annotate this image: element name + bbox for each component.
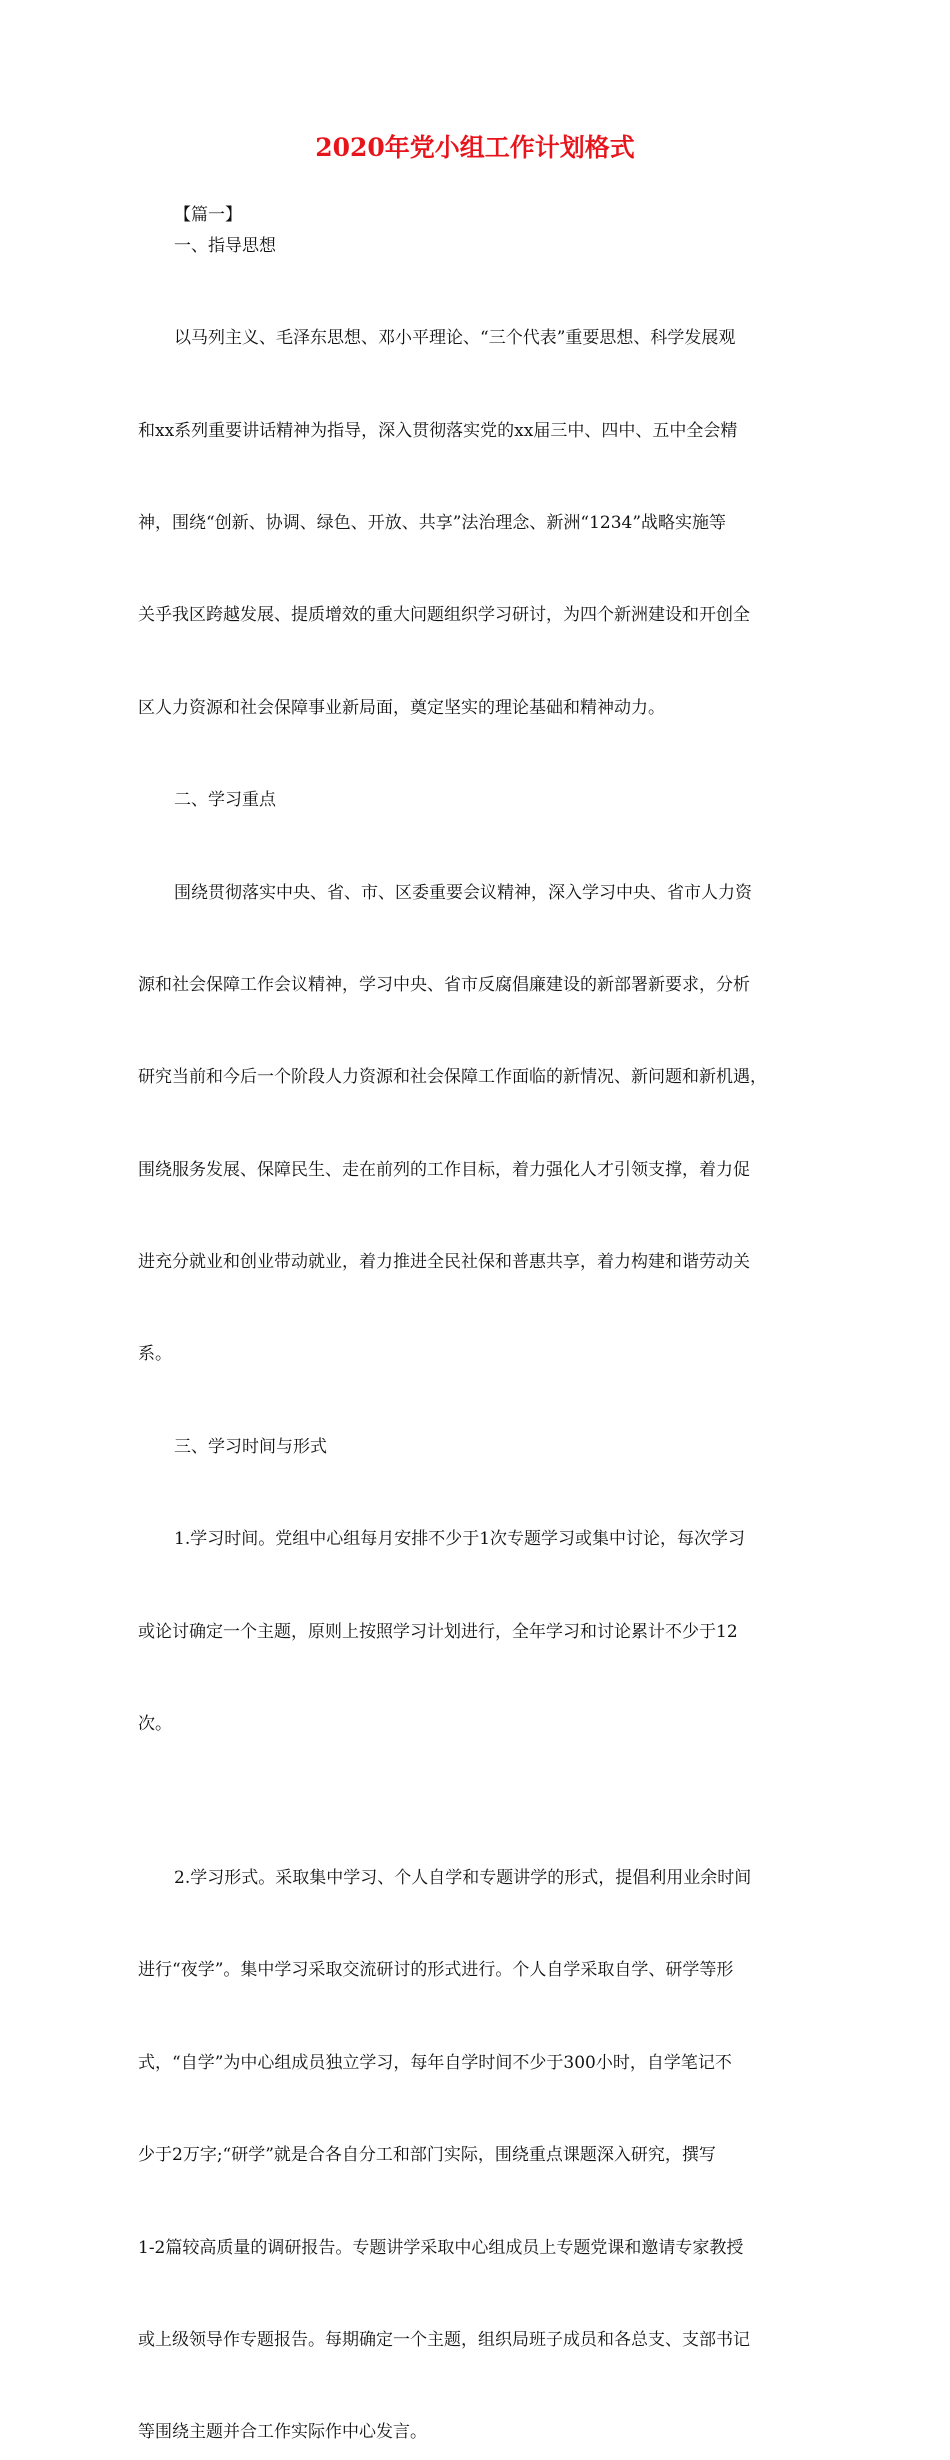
text-line: 进充分就业和创业带动就业，着力推进全民社保和普惠共享，着力构建和谐劳动关 [138, 1252, 750, 1273]
text-line: 和xx系列重要讲话精神为指导，深入贯彻落实党的xx届三中、四中、五中全会精 [138, 420, 738, 441]
text-line: 系。 [138, 1344, 172, 1365]
text-line: 以马列主义、毛泽东思想、邓小平理论、“三个代表”重要思想、科学发展观 [174, 328, 736, 349]
text-line: 等围绕主题并合工作实际作中心发言。 [138, 2422, 427, 2443]
document-title: 2020年党小组工作计划格式 [315, 133, 635, 162]
text-line: 2.学习形式。采取集中学习、个人自学和专题讲学的形式，提倡利用业余时间 [174, 1868, 752, 1889]
section-heading-study-focus: 二、学习重点 [174, 790, 276, 811]
text-line: 次。 [138, 1714, 172, 1735]
paragraph-study-form [138, 1801, 814, 2460]
text-line: 围绕服务发展、保障民生、走在前列的工作目标，着力强化人才引领支撑，着力促 [138, 1159, 750, 1180]
section-heading-time-and-form: 三、学习时间与形式 [174, 1436, 327, 1457]
text-line: 围绕贯彻落实中央、省、市、区委重要会议精神，深入学习中央、省市人力资 [174, 882, 752, 903]
paragraph-guiding-thought [138, 262, 814, 786]
paragraph-study-focus [138, 816, 814, 1432]
text-line: 神，围绕“创新、协调、绿色、开放、共享”法治理念、新洲“1234”战略实施等 [138, 512, 727, 533]
text-line: 关乎我区跨越发展、提质增效的重大问题组织学习研讨，为四个新洲建设和开创全 [138, 605, 750, 626]
document-body [138, 200, 814, 2460]
text-line: 研究当前和今后一个阶段人力资源和社会保障工作面临的新情况、新问题和新机遇， [138, 1067, 767, 1088]
section-heading-guiding-thought: 一、指导思想 [174, 235, 276, 256]
text-line: 或上级领导作专题报告。每期确定一个主题，组织局班子成员和各总支、支部书记 [138, 2329, 750, 2350]
text-line: 区人力资源和社会保障事业新局面，奠定坚实的理论基础和精神动力。 [138, 697, 665, 718]
text-line: 1.学习时间。党组中心组每月安排不少于1次专题学习或集中讨论，每次学习 [174, 1529, 746, 1550]
text-line: 式，“自学”为中心组成员独立学习，每年自学时间不少于300小时，自学笔记不 [138, 2052, 732, 2073]
section-marker: 【篇一】 [174, 205, 242, 225]
text-line: 进行“夜学”。集中学习采取交流研讨的形式进行。个人自学采取自学、研学等形 [138, 1960, 734, 1981]
text-line: 1-2篇较高质量的调研报告。专题讲学采取中心组成员上专题党课和邀请专家教授 [138, 2237, 744, 2258]
text-line: 或论讨确定一个主题，原则上按照学习计划进行，全年学习和讨论累计不少于12 [138, 1621, 738, 1642]
text-line: 源和社会保障工作会议精神，学习中央、省市反腐倡廉建设的新部署新要求，分析 [138, 974, 750, 995]
paragraph-study-time [138, 1463, 814, 1802]
text-line: 少于2万字;“研学”就是合各自分工和部门实际，围绕重点课题深入研究，撰写 [138, 2145, 716, 2166]
